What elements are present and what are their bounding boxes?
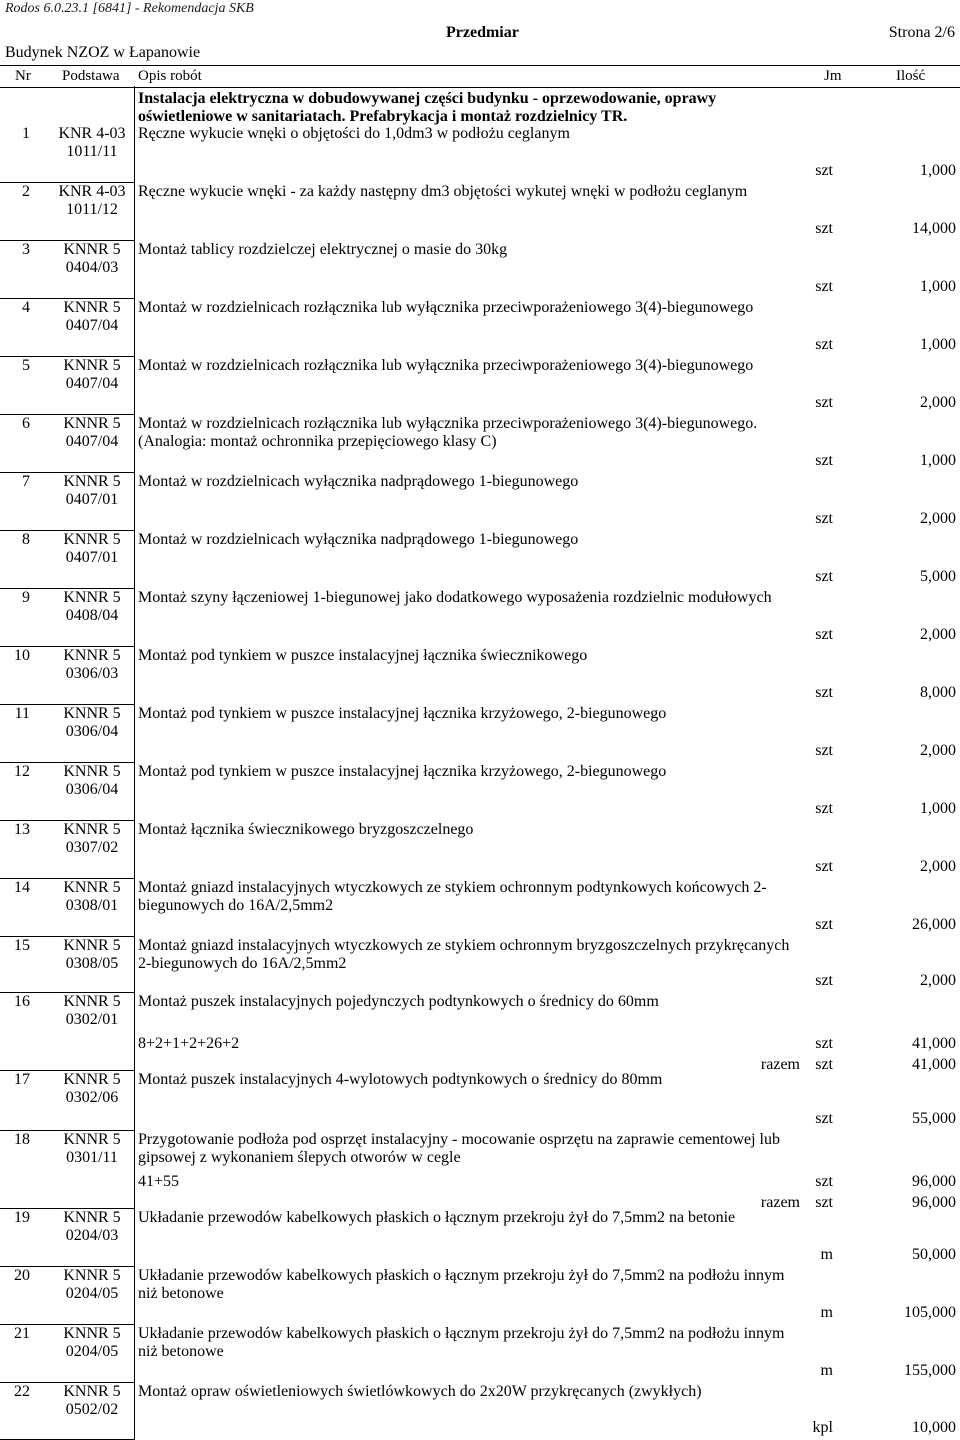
row-quantity: 2,000 <box>920 394 956 411</box>
row-basis-catalog: KNNR 5 <box>63 1131 121 1148</box>
row-quantity: 1,000 <box>920 162 956 179</box>
row-basis-catalog: KNNR 5 <box>63 415 121 432</box>
row-basis-table: 0204/05 <box>65 1285 119 1302</box>
row-description: Układanie przewodów kabelkowych płaskich o łącznym przekroju żył do 7,5mm2 na podłożu innym niż betonowe <box>138 1325 785 1360</box>
row-basis-table: 0408/04 <box>65 607 119 624</box>
row-basis-catalog: KNNR 5 <box>63 705 121 722</box>
row-basis-catalog: KNNR 5 <box>63 357 121 374</box>
row-quantity: 5,000 <box>920 568 956 585</box>
row-unit: szt <box>815 916 833 933</box>
table-row <box>0 1325 960 1383</box>
row-basis-catalog: KNNR 5 <box>63 589 121 606</box>
row-basis-catalog: KNNR 5 <box>63 1325 121 1342</box>
row-basis-table: 0407/04 <box>65 375 119 392</box>
row-basis-catalog: KNNR 5 <box>63 993 121 1010</box>
row-quantity: 2,000 <box>920 742 956 759</box>
row-quantity: 55,000 <box>912 1110 956 1127</box>
row-basis-catalog: KNNR 5 <box>63 473 121 490</box>
row-number: 20 <box>14 1267 30 1284</box>
row-basis-catalog: KNNR 5 <box>63 937 121 954</box>
col-podstawa: Podstawa <box>62 68 120 84</box>
col-jm: Jm <box>824 68 842 84</box>
table-row <box>0 357 960 415</box>
row-calculation: 41+55 <box>138 1173 180 1190</box>
row-description: Montaż puszek instalacyjnych pojedynczych podtynkowych o średnicy do 60mm <box>138 993 659 1010</box>
row-quantity: 14,000 <box>912 220 956 237</box>
row-number: 16 <box>14 993 30 1010</box>
row-number: 13 <box>14 821 30 838</box>
row-basis-table: 1011/11 <box>66 143 118 160</box>
row-number: 17 <box>14 1071 30 1088</box>
row-description: Przygotowanie podłoża pod osprzęt instalacyjny - mocowanie osprzętu na zaprawie cementowej lub gipsowej z wykonaniem ślepych otworów w cegle <box>138 1131 780 1166</box>
row-basis-table: 0308/01 <box>65 897 119 914</box>
table-row <box>0 647 960 705</box>
col-nr: Nr <box>15 68 31 84</box>
table-row <box>0 1383 960 1440</box>
row-description: Montaż gniazd instalacyjnych wtyczkowych ze stykiem ochronnym podtynkowych końcowych 2-biegunowych do 16A/2,5mm2 <box>138 879 767 914</box>
row-quantity: 1,000 <box>920 336 956 353</box>
row-number: 11 <box>14 705 30 722</box>
row-basis-catalog: KNNR 5 <box>63 1267 121 1284</box>
row-basis-table: 0307/02 <box>65 839 119 856</box>
row-description: Montaż szyny łączeniowej 1-biegunowej jako dodatkowego wyposażenia rozdzielnic modułowych <box>138 589 772 606</box>
row-unit: m <box>820 1246 833 1263</box>
table-row <box>0 415 960 473</box>
row-description: Montaż łącznika świecznikowego bryzgoszczelnego <box>138 821 474 838</box>
row-unit: szt <box>815 162 833 179</box>
row-description: Montaż pod tynkiem w puszce instalacyjnej łącznika krzyżowego, 2-biegunowego <box>138 763 667 780</box>
row-basis-catalog: KNR 4-03 <box>58 125 126 142</box>
row-unit: szt <box>815 220 833 237</box>
row-unit: szt <box>815 510 833 527</box>
row-description: Montaż gniazd instalacyjnych wtyczkowych ze stykiem ochronnym bryzgoszczelnych przykręcanych 2-biegunowych do 16A/2,5mm2 <box>138 937 790 972</box>
row-basis-table: 0302/06 <box>65 1089 119 1106</box>
row-basis-table: 0306/04 <box>65 781 119 798</box>
row-number: 12 <box>14 763 30 780</box>
row-basis-table: 0407/01 <box>65 549 119 566</box>
row-number: 1 <box>22 125 30 142</box>
table-row <box>0 589 960 647</box>
section-title: Instalacja elektryczna w dobudowywanej części budynku - oprzewodowanie, oprawy oświetleniowe w sanitariatach. Prefabrykacja i montaż rozdzielnicy TR. <box>138 90 717 125</box>
table-row <box>0 125 960 183</box>
table-row <box>0 705 960 763</box>
document-title: Przedmiar <box>446 24 519 41</box>
row-unit: szt <box>815 800 833 817</box>
row-unit: szt <box>815 858 833 875</box>
row-basis-catalog: KNNR 5 <box>63 1071 121 1088</box>
row-description: Ręczne wykucie wnęki - za każdy następny dm3 objętości wykutej wnęki w podłożu ceglanym <box>138 183 748 200</box>
row-quantity: 8,000 <box>920 684 956 701</box>
row-unit: szt <box>815 626 833 643</box>
row-number: 9 <box>22 589 30 606</box>
row-number: 5 <box>22 357 30 374</box>
row-quantity: 155,000 <box>904 1362 956 1379</box>
row-total-label: razem <box>760 1194 800 1211</box>
row-description: Montaż tablicy rozdzielczej elektrycznej o masie do 30kg <box>138 241 508 258</box>
row-basis-table: 0308/05 <box>65 955 119 972</box>
table-row <box>0 993 960 1071</box>
row-unit: kpl <box>812 1419 833 1436</box>
row-quantity: 10,000 <box>912 1419 956 1436</box>
table-row <box>0 879 960 937</box>
row-number: 18 <box>14 1131 30 1148</box>
row-quantity: 1,000 <box>920 452 956 469</box>
row-unit: szt <box>815 742 833 759</box>
table-row <box>0 937 960 993</box>
table-row <box>0 1209 960 1267</box>
row-description: Montaż puszek instalacyjnych 4-wylotowych podtynkowych o średnicy do 80mm <box>138 1071 663 1088</box>
table-row <box>0 299 960 357</box>
table-row <box>0 531 960 589</box>
row-quantity: 1,000 <box>920 278 956 295</box>
row-basis-table: 0407/04 <box>65 433 119 450</box>
row-quantity: 1,000 <box>920 800 956 817</box>
row-calc-unit: szt <box>815 1035 833 1052</box>
row-quantity: 2,000 <box>920 972 956 989</box>
row-calc-quantity: 96,000 <box>912 1173 956 1190</box>
row-number: 4 <box>22 299 30 316</box>
row-basis-catalog: KNNR 5 <box>63 241 121 258</box>
row-number: 14 <box>14 879 30 896</box>
row-number: 10 <box>14 647 30 664</box>
row-description: Układanie przewodów kabelkowych płaskich o łącznym przekroju żył do 7,5mm2 na podłożu innym niż betonowe <box>138 1267 785 1302</box>
row-unit: m <box>820 1304 833 1321</box>
row-description: Układanie przewodów kabelkowych płaskich o łącznym przekroju żył do 7,5mm2 na betonie <box>138 1209 736 1226</box>
row-unit: szt <box>815 568 833 585</box>
row-basis-catalog: KNNR 5 <box>63 821 121 838</box>
row-quantity: 41,000 <box>912 1056 956 1073</box>
row-number: 3 <box>22 241 30 258</box>
row-basis-table: 1011/12 <box>66 201 118 218</box>
row-basis-table: 0301/11 <box>66 1149 118 1166</box>
row-basis-catalog: KNNR 5 <box>63 763 121 780</box>
row-basis-table: 0306/03 <box>65 665 119 682</box>
table-row <box>0 1267 960 1325</box>
row-description: Montaż w rozdzielnicach wyłącznika nadprądowego 1-biegunowego <box>138 473 579 490</box>
row-basis-table: 0407/01 <box>65 491 119 508</box>
row-basis-table: 0407/04 <box>65 317 119 334</box>
row-unit: szt <box>815 336 833 353</box>
row-description: Montaż w rozdzielnicach rozłącznika lub wyłącznika przeciwporażeniowego 3(4)-biegunowego <box>138 357 754 374</box>
row-basis-table: 0306/04 <box>65 723 119 740</box>
row-basis-catalog: KNNR 5 <box>63 647 121 664</box>
row-description: Montaż pod tynkiem w puszce instalacyjnej łącznika świecznikowego <box>138 647 588 664</box>
column-header-row <box>0 65 960 88</box>
row-number: 6 <box>22 415 30 432</box>
row-basis-table: 0204/03 <box>65 1227 119 1244</box>
table-row <box>0 821 960 879</box>
building-name: Budynek NZOZ w Łapanowie <box>5 44 201 61</box>
row-quantity: 2,000 <box>920 626 956 643</box>
row-quantity: 96,000 <box>912 1194 956 1211</box>
row-number: 15 <box>14 937 30 954</box>
row-unit: szt <box>815 1056 833 1073</box>
row-calc-quantity: 41,000 <box>912 1035 956 1052</box>
col-ilosc: Ilość <box>896 68 926 84</box>
row-quantity: 50,000 <box>912 1246 956 1263</box>
row-unit: szt <box>815 684 833 701</box>
row-description: Montaż w rozdzielnicach rozłącznika lub wyłącznika przeciwporażeniowego 3(4)-biegunowego <box>138 299 754 316</box>
row-number: 22 <box>14 1383 30 1400</box>
row-basis-catalog: KNNR 5 <box>63 531 121 548</box>
row-unit: m <box>820 1362 833 1379</box>
table-row <box>0 763 960 821</box>
row-total-label: razem <box>760 1056 800 1073</box>
row-unit: szt <box>815 1110 833 1127</box>
table-row <box>0 183 960 241</box>
table-row <box>0 473 960 531</box>
row-calculation: 8+2+1+2+26+2 <box>138 1035 240 1052</box>
row-number: 7 <box>22 473 30 490</box>
row-calc-unit: szt <box>815 1173 833 1190</box>
row-quantity: 2,000 <box>920 510 956 527</box>
row-quantity: 26,000 <box>912 916 956 933</box>
table-row <box>0 1071 960 1131</box>
row-description: Montaż pod tynkiem w puszce instalacyjnej łącznika krzyżowego, 2-biegunowego <box>138 705 667 722</box>
row-basis-table: 0204/05 <box>65 1343 119 1360</box>
row-unit: szt <box>815 394 833 411</box>
row-unit: szt <box>815 1194 833 1211</box>
row-number: 8 <box>22 531 30 548</box>
app-source-label: Rodos 6.0.23.1 [6841] - Rekomendacja SKB <box>5 1 254 16</box>
row-basis-catalog: KNNR 5 <box>63 1209 121 1226</box>
row-quantity: 2,000 <box>920 858 956 875</box>
row-unit: szt <box>815 278 833 295</box>
row-basis-table: 0302/01 <box>65 1011 119 1028</box>
col-opis: Opis robót <box>138 68 202 84</box>
row-quantity: 105,000 <box>904 1304 956 1321</box>
row-basis-catalog: KNNR 5 <box>63 1383 121 1400</box>
row-basis-table: 0502/02 <box>65 1401 119 1418</box>
row-number: 2 <box>22 183 30 200</box>
table-row <box>0 241 960 299</box>
row-basis-catalog: KNR 4-03 <box>58 183 126 200</box>
row-unit: szt <box>815 972 833 989</box>
row-basis-catalog: KNNR 5 <box>63 299 121 316</box>
row-basis-table: 0404/03 <box>65 259 119 276</box>
page-number: Strona 2/6 <box>888 24 955 41</box>
row-number: 21 <box>14 1325 30 1342</box>
table-row <box>0 1131 960 1209</box>
row-description: Montaż w rozdzielnicach rozłącznika lub wyłącznika przeciwporażeniowego 3(4)-biegunowego. (Analogia: montaż ochronnika przepięciowego klasy C) <box>138 415 758 450</box>
row-number: 19 <box>14 1209 30 1226</box>
row-basis-catalog: KNNR 5 <box>63 879 121 896</box>
row-description: Ręczne wykucie wnęki o objętości do 1,0dm3 w podłożu ceglanym <box>138 125 570 142</box>
row-description: Montaż w rozdzielnicach wyłącznika nadprądowego 1-biegunowego <box>138 531 579 548</box>
row-unit: szt <box>815 452 833 469</box>
row-description: Montaż opraw oświetleniowych świetlówkowych do 2x20W przykręcanych (zwykłych) <box>138 1383 702 1400</box>
